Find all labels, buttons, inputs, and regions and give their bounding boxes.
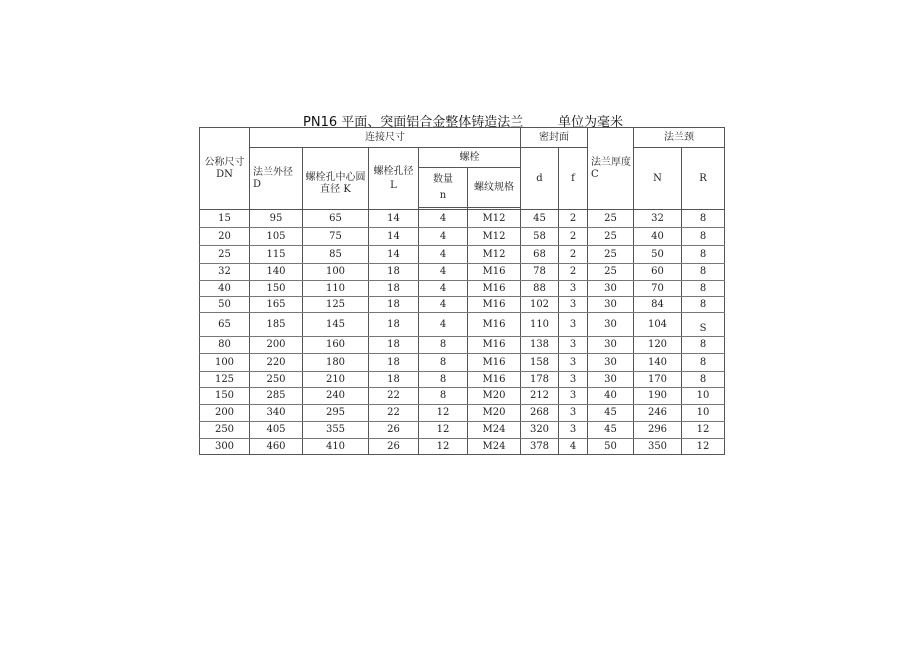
cell-dn: 50 <box>200 297 250 313</box>
cell-thread: M16 <box>468 354 521 372</box>
header-bolt-hole-line2: L <box>390 180 397 191</box>
cell-R: 8 <box>682 281 725 297</box>
cell-N: 40 <box>634 228 682 246</box>
cell-thread: M16 <box>468 281 521 297</box>
header-bolt-hole-line1: 螺栓孔径 <box>373 165 414 177</box>
cell-n: 4 <box>419 313 468 337</box>
cell-C: 30 <box>588 337 634 354</box>
cell-L: 14 <box>369 246 419 264</box>
header-bolt-circle-line1: 螺栓孔中心圆 <box>305 172 366 183</box>
cell-f: 2 <box>559 246 588 264</box>
cell-R: 12 <box>682 422 725 439</box>
cell-f: 3 <box>559 372 588 388</box>
cell-n: 4 <box>419 264 468 281</box>
cell-f: 3 <box>559 313 588 337</box>
cell-f: 2 <box>559 228 588 246</box>
cell-D: 115 <box>250 246 303 264</box>
cell-C: 25 <box>588 246 634 264</box>
table-row <box>200 246 725 264</box>
cell-R: 8 <box>682 337 725 354</box>
cell-f: 3 <box>559 297 588 313</box>
cell-K: 160 <box>303 337 369 354</box>
cell-d: 110 <box>521 313 559 337</box>
header-bolt: 螺栓 <box>419 148 521 168</box>
cell-N: 190 <box>634 388 682 405</box>
cell-N: 170 <box>634 372 682 388</box>
cell-n: 4 <box>419 246 468 264</box>
cell-D: 220 <box>250 354 303 372</box>
cell-d: 212 <box>521 388 559 405</box>
cell-C: 40 <box>588 388 634 405</box>
cell-thread: M24 <box>468 439 521 455</box>
cell-d: 178 <box>521 372 559 388</box>
cell-N: 246 <box>634 405 682 422</box>
cell-n: 4 <box>419 281 468 297</box>
table-row <box>200 210 725 228</box>
cell-dn: 65 <box>200 313 250 337</box>
cell-thread: M16 <box>468 313 521 337</box>
cell-K: 85 <box>303 246 369 264</box>
cell-thread: M20 <box>468 405 521 422</box>
cell-n: 8 <box>419 337 468 354</box>
cell-L: 18 <box>369 313 419 337</box>
cell-L: 22 <box>369 388 419 405</box>
cell-D: 140 <box>250 264 303 281</box>
cell-L: 18 <box>369 372 419 388</box>
cell-n: 8 <box>419 354 468 372</box>
cell-N: 50 <box>634 246 682 264</box>
cell-f: 3 <box>559 422 588 439</box>
cell-L: 26 <box>369 422 419 439</box>
cell-d: 378 <box>521 439 559 455</box>
cell-L: 18 <box>369 337 419 354</box>
cell-d: 78 <box>521 264 559 281</box>
header-r: R <box>682 148 725 210</box>
cell-dn: 100 <box>200 354 250 372</box>
cell-C: 25 <box>588 228 634 246</box>
cell-K: 180 <box>303 354 369 372</box>
cell-thread: M12 <box>468 246 521 264</box>
header-nominal-size <box>200 128 250 210</box>
cell-n: 12 <box>419 422 468 439</box>
table-row <box>200 297 725 313</box>
cell-L: 14 <box>369 228 419 246</box>
cell-thread: M12 <box>468 210 521 228</box>
cell-f: 3 <box>559 281 588 297</box>
cell-D: 285 <box>250 388 303 405</box>
cell-d: 138 <box>521 337 559 354</box>
cell-C: 30 <box>588 372 634 388</box>
cell-R: 12 <box>682 439 725 455</box>
cell-n: 4 <box>419 210 468 228</box>
cell-N: 104 <box>634 313 682 337</box>
cell-f: 2 <box>559 210 588 228</box>
cell-K: 145 <box>303 313 369 337</box>
cell-dn: 125 <box>200 372 250 388</box>
cell-thread: M16 <box>468 372 521 388</box>
table-row <box>200 422 725 439</box>
cell-thread: M16 <box>468 337 521 354</box>
header-bolt-qty-line2: n <box>439 189 447 201</box>
cell-f: 3 <box>559 337 588 354</box>
cell-f: 3 <box>559 388 588 405</box>
header-connection-size: 连接尺寸 <box>250 128 521 148</box>
cell-f: 3 <box>559 405 588 422</box>
cell-f: 3 <box>559 354 588 372</box>
cell-d: 45 <box>521 210 559 228</box>
cell-R: 8 <box>682 210 725 228</box>
cell-R: 8 <box>682 264 725 281</box>
table-row <box>200 439 725 455</box>
cell-d: 268 <box>521 405 559 422</box>
header-flange-neck: 法兰颈 <box>634 128 725 148</box>
cell-D: 250 <box>250 372 303 388</box>
header-nominal-size-dn: DN <box>216 168 233 180</box>
table-row <box>200 354 725 372</box>
cell-D: 200 <box>250 337 303 354</box>
cell-D: 165 <box>250 297 303 313</box>
cell-N: 60 <box>634 264 682 281</box>
cell-R: 8 <box>682 354 725 372</box>
table-row <box>200 388 725 405</box>
table-row <box>200 372 725 388</box>
header-d: d <box>521 148 559 210</box>
cell-thread: M24 <box>468 422 521 439</box>
cell-C: 50 <box>588 439 634 455</box>
cell-D: 185 <box>250 313 303 337</box>
cell-d: 88 <box>521 281 559 297</box>
table-row <box>200 313 725 337</box>
cell-K: 125 <box>303 297 369 313</box>
header-bolt-circle-line2: 直径 K <box>320 183 351 195</box>
cell-d: 158 <box>521 354 559 372</box>
cell-dn: 15 <box>200 210 250 228</box>
cell-thread: M12 <box>468 228 521 246</box>
cell-dn: 20 <box>200 228 250 246</box>
cell-R: 10 <box>682 388 725 405</box>
header-bolt-hole <box>369 148 419 210</box>
header-flange-thickness: 法兰厚度 C <box>588 128 634 210</box>
cell-R: S <box>682 313 725 337</box>
cell-L: 26 <box>369 439 419 455</box>
unit-note: 单位为毫米 <box>558 115 624 130</box>
cell-d: 102 <box>521 297 559 313</box>
cell-dn: 200 <box>200 405 250 422</box>
header-n: N <box>634 148 682 210</box>
cell-L: 22 <box>369 405 419 422</box>
cell-C: 30 <box>588 297 634 313</box>
cell-C: 30 <box>588 313 634 337</box>
cell-D: 460 <box>250 439 303 455</box>
cell-N: 84 <box>634 297 682 313</box>
cell-dn: 25 <box>200 246 250 264</box>
header-bolt-qty <box>419 168 468 208</box>
cell-D: 150 <box>250 281 303 297</box>
header-row-2 <box>200 148 725 168</box>
cell-N: 32 <box>634 210 682 228</box>
cell-N: 140 <box>634 354 682 372</box>
cell-N: 70 <box>634 281 682 297</box>
cell-D: 340 <box>250 405 303 422</box>
cell-L: 18 <box>369 264 419 281</box>
cell-K: 210 <box>303 372 369 388</box>
cell-R: 10 <box>682 405 725 422</box>
cell-N: 350 <box>634 439 682 455</box>
cell-C: 25 <box>588 210 634 228</box>
cell-C: 45 <box>588 422 634 439</box>
cell-C: 45 <box>588 405 634 422</box>
cell-C: 30 <box>588 354 634 372</box>
cell-n: 12 <box>419 405 468 422</box>
cell-n: 8 <box>419 372 468 388</box>
cell-f: 2 <box>559 264 588 281</box>
table-row <box>200 281 725 297</box>
cell-d: 68 <box>521 246 559 264</box>
header-row-1 <box>200 128 725 148</box>
header-thread-spec: 螺纹规格 <box>468 168 521 208</box>
table-row <box>200 228 725 246</box>
cell-D: 95 <box>250 210 303 228</box>
cell-C: 30 <box>588 281 634 297</box>
cell-dn: 32 <box>200 264 250 281</box>
cell-L: 18 <box>369 354 419 372</box>
cell-n: 4 <box>419 297 468 313</box>
cell-dn: 80 <box>200 337 250 354</box>
header-flange-od: 法兰外径 D <box>250 148 303 210</box>
cell-C: 25 <box>588 264 634 281</box>
cell-K: 75 <box>303 228 369 246</box>
cell-K: 295 <box>303 405 369 422</box>
page-title: PN16 平面、突面铝合金整体铸造法兰 <box>303 115 524 130</box>
cell-L: 14 <box>369 210 419 228</box>
cell-K: 240 <box>303 388 369 405</box>
cell-R: 8 <box>682 372 725 388</box>
cell-dn: 300 <box>200 439 250 455</box>
cell-R: 8 <box>682 228 725 246</box>
header-nominal-size-label: 公称尺寸 <box>204 157 245 168</box>
cell-K: 100 <box>303 264 369 281</box>
cell-D: 105 <box>250 228 303 246</box>
header-bolt-qty-line1: 数量 <box>433 174 453 185</box>
cell-N: 296 <box>634 422 682 439</box>
cell-d: 320 <box>521 422 559 439</box>
header-sealing-face: 密封面 <box>521 128 588 148</box>
cell-N: 120 <box>634 337 682 354</box>
cell-K: 110 <box>303 281 369 297</box>
cell-d: 58 <box>521 228 559 246</box>
cell-f: 4 <box>559 439 588 455</box>
table-row <box>200 405 725 422</box>
cell-n: 4 <box>419 228 468 246</box>
cell-thread: M16 <box>468 264 521 281</box>
cell-n: 12 <box>419 439 468 455</box>
header-f: f <box>559 148 588 210</box>
cell-K: 355 <box>303 422 369 439</box>
cell-dn: 250 <box>200 422 250 439</box>
cell-R: 8 <box>682 246 725 264</box>
flange-dimensions-table <box>199 127 725 455</box>
table-body <box>200 128 725 455</box>
cell-D: 405 <box>250 422 303 439</box>
cell-thread: M16 <box>468 297 521 313</box>
table-row <box>200 337 725 354</box>
cell-dn: 150 <box>200 388 250 405</box>
cell-n: 8 <box>419 388 468 405</box>
cell-thread: M20 <box>468 388 521 405</box>
table-row <box>200 264 725 281</box>
header-bolt-circle <box>303 148 369 210</box>
cell-K: 410 <box>303 439 369 455</box>
cell-R: 8 <box>682 297 725 313</box>
cell-K: 65 <box>303 210 369 228</box>
cell-L: 18 <box>369 281 419 297</box>
cell-dn: 40 <box>200 281 250 297</box>
cell-L: 18 <box>369 297 419 313</box>
